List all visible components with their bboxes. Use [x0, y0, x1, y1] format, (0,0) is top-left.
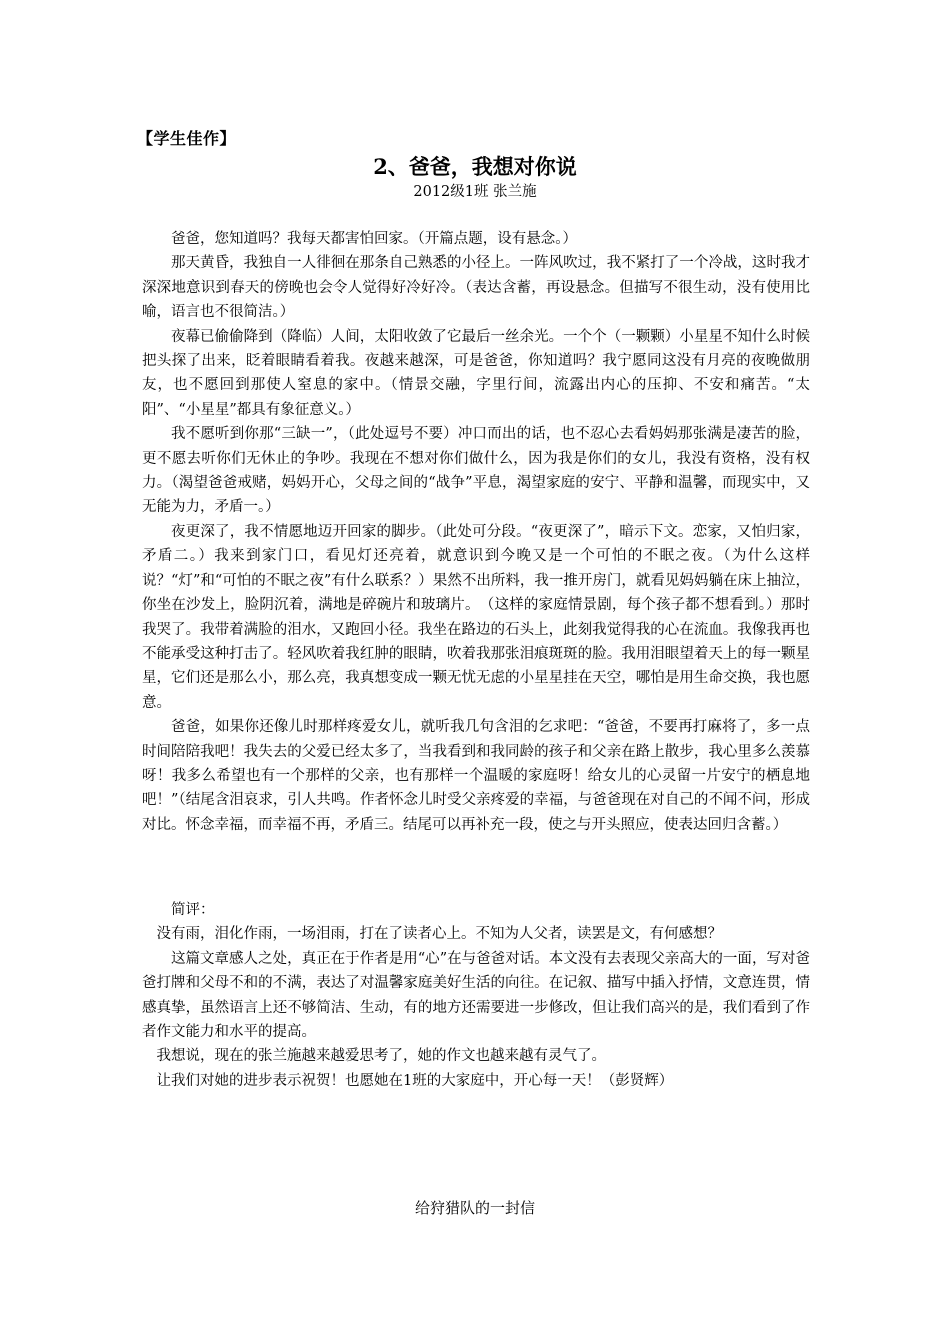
- paragraph: 我不愿听到你那“三缺一”，（此处逗号不要）冲口而出的话，也不忍心去看妈妈那张满是凄苦的脸，更不愿去听你们无休止的争吵。我现在不想对你们做什么，因为我是你们的女儿，我没有资格，没有权力。（渴望爸爸戒赌，妈妈开心，父母之间的“战争”平息，渴望家庭的安宁、平静和温馨，而现实中，又无能为力，矛盾一。）: [142, 426, 810, 516]
- review-section: [142, 898, 810, 1093]
- paragraph: 夜幕已偷偷降到（降临）人间，太阳收敛了它最后一丝余光。一个个（一颗颗）小星星不知什么时候把头探了出来，眨着眼睛看着我。夜越来越深，可是爸爸，你知道吗？我宁愿同这没有月亮的夜晚做朋友，也不愿回到那使人窒息的家中。（情景交融，字里行间，流露出内心的压抑、不安和痛苦。“太阳”、“小星星”都具有象征意义。）: [142, 328, 810, 418]
- article-body: [142, 227, 810, 837]
- review-line: 让我们对她的进步表示祝贺！也愿她在1班的大家庭中，开心每一天！（彭贤辉）: [156, 1072, 674, 1089]
- next-article-title: 给狩猎队的一封信: [414, 1199, 535, 1217]
- author-byline: 2012级1班 张兰施: [413, 184, 537, 200]
- article-title: 2、爸爸，我想对你说: [373, 154, 577, 179]
- paragraph: 那天黄昏，我独自一人徘徊在那条自己熟悉的小径上。一阵风吹过，我不紧打了一个冷战，这时我才深深地意识到春天的傍晚也会令人觉得好冷好冷。（表达含蓄，再设悬念。但描写不很生动，没有使用比喻，语言也不很简洁。）: [142, 255, 810, 321]
- review-line: 这篇文章感人之处，真正在于作者是用“心”在与爸爸对话。本文没有去表现父亲高大的一面，写对爸爸打牌和父母不和的不满，表达了对温馨家庭美好生活的向往。在记叙、描写中插入抒情，文意连贯，情感真挚，虽然语言上还不够简洁、生动，有的地方还需要进一步修改，但让我们高兴的是，我们看到了作者作文能力和水平的提高。: [142, 950, 810, 1041]
- section-tag: 【学生佳作】: [137, 129, 237, 148]
- review-line: 没有雨，泪化作雨，一场泪雨，打在了读者心上。不知为人父者，读罢是文，有何感想？: [156, 926, 722, 943]
- paragraph: 爸爸，如果你还像儿时那样疼爱女儿，就听我几句含泪的乞求吧：“爸爸，不要再打麻将了，多一点时间陪陪我吧！我失去的父爱已经太多了，当我看到和我同龄的孩子和父亲在路上散步，我心里多么羡慕呀！我多么希望也有一个那样的父亲，也有那样一个温暖的家庭呀！给女儿的心灵留一片安宁的栖息地吧！”（结尾含泪哀求，引人共鸣。作者怀念儿时受父亲疼爱的幸福，与爸爸现在对自己的不闻不问，形成对比。怀念幸福，而幸福不再，矛盾三。结尾可以再补充一段，使之与开头照应，使表达回归含蓄。）: [142, 719, 810, 833]
- paragraph: 爸爸，您知道吗？我每天都害怕回家。（开篇点题，设有悬念。）: [171, 231, 577, 247]
- review-label: 简评：: [171, 902, 215, 918]
- paragraph: 夜更深了，我不情愿地迈开回家的脚步。（此处可分段。“夜更深了”，暗示下文。恋家，又怕归家，矛盾二。）我来到家门口，看见灯还亮着，就意识到今晚又是一个可怕的不眠之夜。（为什么这样说？“灯”和“可怕的不眠之夜”有什么联系？）果然不出所料，我一推开房门，就看见妈妈躺在床上抽泣，你坐在沙发上，脸阴沉着，满地是碎碗片和玻璃片。 （这样的家庭情景剧，每个孩子都不想看到。）那时我哭了。我带着满脸的泪水，又跑回小径。我坐在路边的石头上，此刻我觉得我的心在流血。我像我再也不能承受这种打击了。轻风吹着我红肿的眼睛，吹着我那张泪痕斑斑的脸。我用泪眼望着天上的每一颗星星，它们还是那么小，那么亮，我真想变成一颗无忧无虑的小星星挂在天空，哪怕是用生命交换，我也愿意。: [142, 523, 810, 711]
- review-line: 我想说，现在的张兰施越来越爱思考了，她的作文也越来越有灵气了。: [156, 1048, 606, 1065]
